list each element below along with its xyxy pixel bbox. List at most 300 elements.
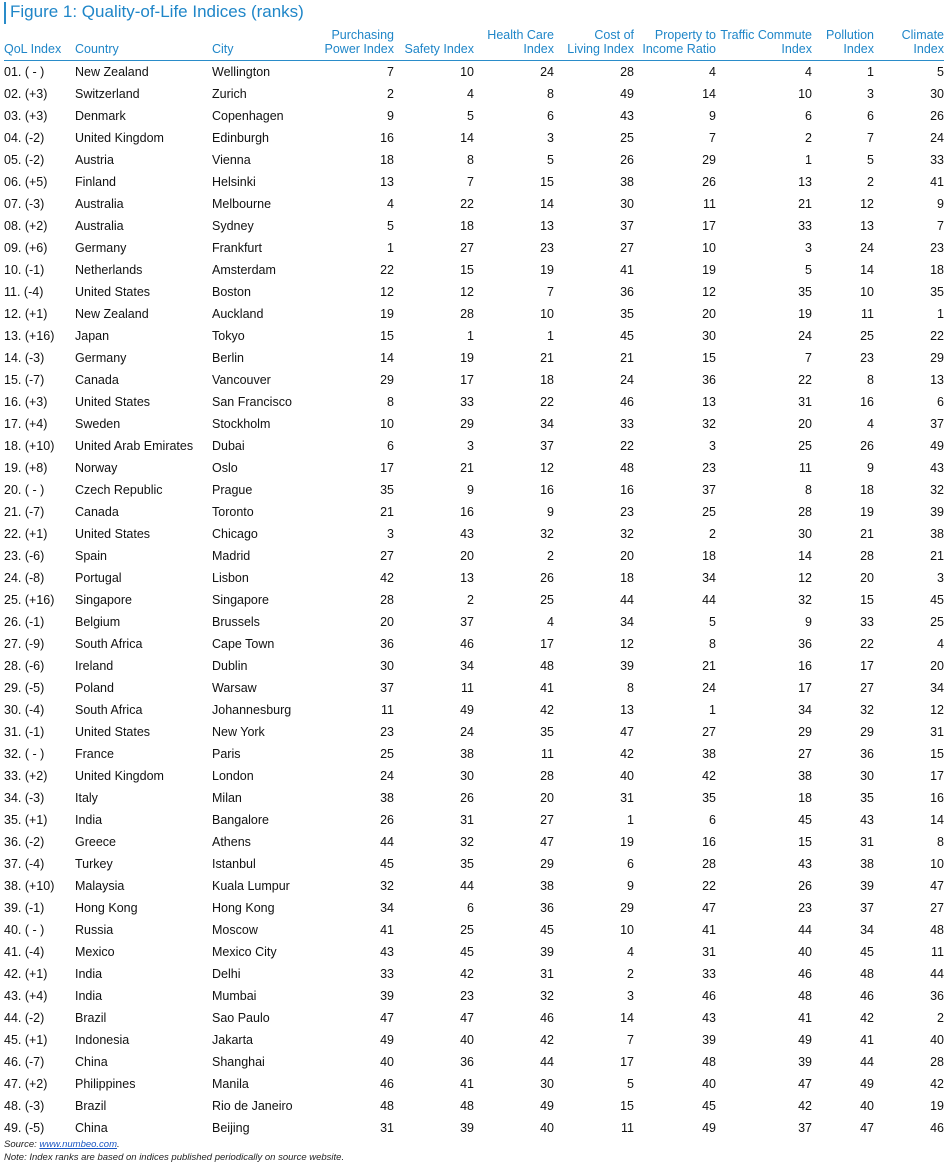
cell-property-income: 18 bbox=[702, 549, 716, 563]
cell-property-income: 17 bbox=[702, 219, 716, 233]
cell-climate: 18 bbox=[930, 263, 944, 277]
cell-cost-of-living: 26 bbox=[620, 153, 634, 167]
cell-qol-index: 48. (-3) bbox=[4, 1099, 45, 1113]
cell-city: Rio de Janeiro bbox=[212, 1099, 293, 1113]
cell-safety: 11 bbox=[461, 681, 474, 695]
cell-cost-of-living: 6 bbox=[627, 857, 634, 871]
table-row bbox=[4, 919, 944, 941]
table-row bbox=[4, 875, 944, 897]
cell-safety: 28 bbox=[460, 307, 474, 321]
cell-city: Bangalore bbox=[212, 813, 269, 827]
cell-pollution: 8 bbox=[867, 373, 874, 387]
table-row bbox=[4, 1007, 944, 1029]
cell-city: Helsinki bbox=[212, 175, 256, 189]
cell-cost-of-living: 9 bbox=[627, 879, 634, 893]
cell-property-income: 42 bbox=[702, 769, 716, 783]
cell-cost-of-living: 21 bbox=[620, 351, 634, 365]
cell-cost-of-living: 18 bbox=[620, 571, 634, 585]
cell-health-care: 35 bbox=[540, 725, 554, 739]
cell-health-care: 24 bbox=[540, 65, 554, 79]
cell-climate: 7 bbox=[937, 219, 944, 233]
cell-purchasing-power: 48 bbox=[380, 1099, 394, 1113]
cell-country: South Africa bbox=[75, 637, 143, 651]
cell-country: Finland bbox=[75, 175, 116, 189]
cell-safety: 33 bbox=[460, 395, 474, 409]
qol-ranks-table bbox=[4, 26, 944, 1139]
cell-climate: 5 bbox=[937, 65, 944, 79]
table-row bbox=[4, 127, 944, 149]
header-health-care: Health Care Index bbox=[487, 28, 554, 56]
cell-qol-index: 46. (-7) bbox=[4, 1055, 45, 1069]
cell-country: Norway bbox=[75, 461, 118, 475]
cell-city: Madrid bbox=[212, 549, 251, 563]
cell-health-care: 47 bbox=[540, 835, 554, 849]
cell-country: United Kingdom bbox=[75, 131, 164, 145]
cell-climate: 17 bbox=[930, 769, 944, 783]
cell-purchasing-power: 5 bbox=[387, 219, 394, 233]
cell-city: Oslo bbox=[212, 461, 238, 475]
cell-property-income: 38 bbox=[702, 747, 716, 761]
cell-qol-index: 30. (-4) bbox=[4, 703, 45, 717]
cell-city: Berlin bbox=[212, 351, 244, 365]
cell-climate: 46 bbox=[930, 1121, 944, 1135]
cell-safety: 14 bbox=[460, 131, 474, 145]
cell-climate: 31 bbox=[930, 725, 944, 739]
cell-country: Singapore bbox=[75, 593, 132, 607]
cell-qol-index: 29. (-5) bbox=[4, 681, 45, 695]
cell-traffic-commute: 13 bbox=[798, 175, 812, 189]
cell-qol-index: 26. (-1) bbox=[4, 615, 45, 629]
cell-city: Dubai bbox=[212, 439, 245, 453]
cell-cost-of-living: 23 bbox=[620, 505, 634, 519]
cell-traffic-commute: 26 bbox=[798, 879, 812, 893]
cell-traffic-commute: 10 bbox=[798, 87, 812, 101]
source-link[interactable]: www.numbeo.com bbox=[39, 1139, 118, 1150]
cell-cost-of-living: 17 bbox=[620, 1055, 634, 1069]
cell-traffic-commute: 3 bbox=[805, 241, 812, 255]
cell-property-income: 3 bbox=[709, 439, 716, 453]
cell-property-income: 20 bbox=[702, 307, 716, 321]
cell-health-care: 20 bbox=[540, 791, 554, 805]
cell-cost-of-living: 44 bbox=[620, 593, 634, 607]
cell-purchasing-power: 16 bbox=[380, 131, 394, 145]
cell-cost-of-living: 31 bbox=[620, 791, 634, 805]
cell-cost-of-living: 45 bbox=[620, 329, 634, 343]
cell-traffic-commute: 29 bbox=[798, 725, 812, 739]
cell-health-care: 40 bbox=[540, 1121, 554, 1135]
cell-city: Paris bbox=[212, 747, 241, 761]
cell-property-income: 12 bbox=[702, 285, 716, 299]
cell-climate: 41 bbox=[930, 175, 944, 189]
cell-cost-of-living: 4 bbox=[627, 945, 634, 959]
cell-traffic-commute: 40 bbox=[798, 945, 812, 959]
cell-country: Poland bbox=[75, 681, 114, 695]
cell-property-income: 28 bbox=[702, 857, 716, 871]
cell-pollution: 49 bbox=[860, 1077, 874, 1091]
cell-country: India bbox=[75, 967, 103, 981]
cell-purchasing-power: 27 bbox=[380, 549, 394, 563]
cell-safety: 35 bbox=[460, 857, 474, 871]
cell-purchasing-power: 34 bbox=[380, 901, 394, 915]
table-row bbox=[4, 215, 944, 237]
cell-country: Australia bbox=[75, 219, 124, 233]
cell-pollution: 29 bbox=[860, 725, 874, 739]
cell-health-care: 19 bbox=[540, 263, 554, 277]
cell-purchasing-power: 23 bbox=[380, 725, 394, 739]
header-pollution: Pollution Index bbox=[826, 28, 874, 56]
cell-climate: 21 bbox=[930, 549, 944, 563]
cell-country: Greece bbox=[75, 835, 116, 849]
cell-qol-index: 34. (-3) bbox=[4, 791, 45, 805]
cell-property-income: 10 bbox=[702, 241, 716, 255]
table-row bbox=[4, 655, 944, 677]
cell-qol-index: 22. (+1) bbox=[4, 527, 48, 541]
cell-pollution: 5 bbox=[867, 153, 874, 167]
table-row bbox=[4, 391, 944, 413]
cell-climate: 32 bbox=[930, 483, 944, 497]
table-row bbox=[4, 1073, 944, 1095]
table-row bbox=[4, 809, 944, 831]
cell-health-care: 23 bbox=[540, 241, 554, 255]
cell-climate: 2 bbox=[937, 1011, 944, 1025]
cell-cost-of-living: 33 bbox=[620, 417, 634, 431]
cell-safety: 45 bbox=[460, 945, 474, 959]
cell-climate: 40 bbox=[930, 1033, 944, 1047]
cell-pollution: 43 bbox=[860, 813, 874, 827]
cell-climate: 14 bbox=[930, 813, 944, 827]
cell-purchasing-power: 26 bbox=[380, 813, 394, 827]
cell-country: Germany bbox=[75, 241, 127, 255]
cell-health-care: 2 bbox=[547, 549, 554, 563]
cell-pollution: 47 bbox=[860, 1121, 874, 1135]
cell-pollution: 12 bbox=[860, 197, 874, 211]
cell-safety: 48 bbox=[460, 1099, 474, 1113]
cell-safety: 17 bbox=[460, 373, 474, 387]
cell-property-income: 24 bbox=[702, 681, 716, 695]
cell-health-care: 9 bbox=[547, 505, 554, 519]
cell-qol-index: 42. (+1) bbox=[4, 967, 48, 981]
cell-pollution: 24 bbox=[860, 241, 874, 255]
cell-qol-index: 11. (-4) bbox=[4, 285, 44, 299]
cell-country: United States bbox=[75, 395, 151, 409]
cell-traffic-commute: 6 bbox=[805, 109, 812, 123]
cell-qol-index: 02. (+3) bbox=[4, 87, 48, 101]
cell-health-care: 15 bbox=[540, 175, 554, 189]
cell-country: Malaysia bbox=[75, 879, 125, 893]
cell-climate: 13 bbox=[930, 373, 944, 387]
table-row bbox=[4, 237, 944, 259]
cell-cost-of-living: 46 bbox=[620, 395, 634, 409]
cell-qol-index: 36. (-2) bbox=[4, 835, 45, 849]
table-row bbox=[4, 369, 944, 391]
cell-health-care: 17 bbox=[540, 637, 554, 651]
header-qol-index: QoL Index bbox=[4, 42, 62, 56]
header-property-income: Property to Income Ratio bbox=[642, 28, 716, 56]
cell-safety: 39 bbox=[460, 1121, 474, 1135]
cell-city: Copenhagen bbox=[212, 109, 284, 123]
cell-health-care: 16 bbox=[540, 483, 554, 497]
cell-safety: 23 bbox=[460, 989, 474, 1003]
cell-property-income: 1 bbox=[709, 703, 716, 717]
cell-country: Hong Kong bbox=[75, 901, 138, 915]
cell-safety: 20 bbox=[460, 549, 474, 563]
cell-safety: 13 bbox=[460, 571, 474, 585]
cell-property-income: 2 bbox=[709, 527, 716, 541]
cell-traffic-commute: 19 bbox=[798, 307, 812, 321]
cell-climate: 22 bbox=[930, 329, 944, 343]
cell-country: Philippines bbox=[75, 1077, 136, 1091]
cell-traffic-commute: 14 bbox=[798, 549, 812, 563]
cell-purchasing-power: 39 bbox=[380, 989, 394, 1003]
cell-traffic-commute: 47 bbox=[798, 1077, 812, 1091]
table-row bbox=[4, 325, 944, 347]
cell-cost-of-living: 8 bbox=[627, 681, 634, 695]
cell-purchasing-power: 41 bbox=[380, 923, 394, 937]
cell-health-care: 31 bbox=[540, 967, 554, 981]
cell-safety: 6 bbox=[467, 901, 474, 915]
cell-country: Portugal bbox=[75, 571, 122, 585]
cell-purchasing-power: 46 bbox=[380, 1077, 394, 1091]
cell-climate: 26 bbox=[930, 109, 944, 123]
cell-purchasing-power: 40 bbox=[380, 1055, 394, 1069]
cell-qol-index: 27. (-9) bbox=[4, 637, 45, 651]
cell-property-income: 23 bbox=[702, 461, 716, 475]
cell-climate: 49 bbox=[930, 439, 944, 453]
cell-safety: 37 bbox=[460, 615, 474, 629]
cell-country: Spain bbox=[75, 549, 107, 563]
table-row bbox=[4, 303, 944, 325]
figure-title: Figure 1: Quality-of-Life Indices (ranks) bbox=[10, 2, 304, 21]
cell-qol-index: 47. (+2) bbox=[4, 1077, 48, 1091]
cell-pollution: 45 bbox=[860, 945, 874, 959]
cell-city: Melbourne bbox=[212, 197, 272, 211]
cell-property-income: 6 bbox=[709, 813, 716, 827]
cell-property-income: 29 bbox=[702, 153, 716, 167]
cell-pollution: 15 bbox=[860, 593, 874, 607]
cell-purchasing-power: 11 bbox=[381, 703, 394, 717]
cell-city: Auckland bbox=[212, 307, 264, 321]
cell-country: France bbox=[75, 747, 114, 761]
cell-safety: 27 bbox=[460, 241, 474, 255]
cell-health-care: 1 bbox=[547, 329, 554, 343]
cell-health-care: 28 bbox=[540, 769, 554, 783]
cell-safety: 25 bbox=[460, 923, 474, 937]
cell-qol-index: 01. ( - ) bbox=[4, 65, 45, 79]
cell-qol-index: 18. (+10) bbox=[4, 439, 55, 453]
cell-qol-index: 38. (+10) bbox=[4, 879, 55, 893]
cell-safety: 30 bbox=[460, 769, 474, 783]
cell-traffic-commute: 17 bbox=[798, 681, 812, 695]
cell-purchasing-power: 42 bbox=[380, 571, 394, 585]
cell-cost-of-living: 41 bbox=[620, 263, 634, 277]
cell-property-income: 31 bbox=[702, 945, 716, 959]
cell-pollution: 17 bbox=[860, 659, 874, 673]
cell-safety: 3 bbox=[467, 439, 474, 453]
cell-country: Austria bbox=[75, 153, 114, 167]
cell-city: Lisbon bbox=[212, 571, 249, 585]
cell-qol-index: 20. ( - ) bbox=[4, 483, 45, 497]
cell-city: Shanghai bbox=[212, 1055, 265, 1069]
cell-purchasing-power: 20 bbox=[380, 615, 394, 629]
cell-traffic-commute: 24 bbox=[798, 329, 812, 343]
header-climate: Climate Index bbox=[901, 28, 944, 56]
cell-property-income: 36 bbox=[702, 373, 716, 387]
cell-cost-of-living: 35 bbox=[620, 307, 634, 321]
cell-health-care: 42 bbox=[540, 1033, 554, 1047]
cell-safety: 41 bbox=[460, 1077, 474, 1091]
cell-city: Hong Kong bbox=[212, 901, 275, 915]
cell-purchasing-power: 15 bbox=[380, 329, 394, 343]
cell-cost-of-living: 22 bbox=[620, 439, 634, 453]
cell-climate: 38 bbox=[930, 527, 944, 541]
cell-pollution: 27 bbox=[860, 681, 874, 695]
cell-climate: 25 bbox=[930, 615, 944, 629]
cell-safety: 43 bbox=[460, 527, 474, 541]
table-row bbox=[4, 105, 944, 127]
header-safety: Safety Index bbox=[404, 42, 474, 56]
cell-health-care: 7 bbox=[547, 285, 554, 299]
cell-qol-index: 07. (-3) bbox=[4, 197, 45, 211]
cell-country: Sweden bbox=[75, 417, 121, 431]
cell-cost-of-living: 28 bbox=[620, 65, 634, 79]
cell-qol-index: 23. (-6) bbox=[4, 549, 45, 563]
table-row bbox=[4, 501, 944, 523]
cell-safety: 16 bbox=[460, 505, 474, 519]
cell-purchasing-power: 18 bbox=[380, 153, 394, 167]
cell-qol-index: 04. (-2) bbox=[4, 131, 45, 145]
cell-property-income: 4 bbox=[709, 65, 716, 79]
cell-city: Milan bbox=[212, 791, 242, 805]
cell-city: Chicago bbox=[212, 527, 258, 541]
table-row bbox=[4, 523, 944, 545]
cell-health-care: 38 bbox=[540, 879, 554, 893]
cell-qol-index: 10. (-1) bbox=[4, 263, 45, 277]
cell-country: Russia bbox=[75, 923, 114, 937]
cell-cost-of-living: 30 bbox=[620, 197, 634, 211]
cell-country: Indonesia bbox=[75, 1033, 130, 1047]
cell-climate: 28 bbox=[930, 1055, 944, 1069]
footer bbox=[4, 1138, 344, 1164]
cell-city: Boston bbox=[212, 285, 251, 299]
cell-country: Czech Republic bbox=[75, 483, 163, 497]
cell-health-care: 4 bbox=[547, 615, 554, 629]
table-row bbox=[4, 677, 944, 699]
cell-city: Johannesburg bbox=[212, 703, 292, 717]
cell-purchasing-power: 21 bbox=[380, 505, 394, 519]
table-row bbox=[4, 941, 944, 963]
cell-safety: 32 bbox=[460, 835, 474, 849]
cell-climate: 44 bbox=[930, 967, 944, 981]
cell-pollution: 26 bbox=[860, 439, 874, 453]
cell-pollution: 33 bbox=[860, 615, 874, 629]
cell-city: Athens bbox=[212, 835, 251, 849]
cell-cost-of-living: 20 bbox=[620, 549, 634, 563]
cell-country: Italy bbox=[75, 791, 98, 805]
cell-health-care: 32 bbox=[540, 527, 554, 541]
cell-safety: 2 bbox=[467, 593, 474, 607]
table-row bbox=[4, 413, 944, 435]
cell-climate: 42 bbox=[930, 1077, 944, 1091]
note-line: Note: Index ranks are based on indices published periodically on source website. bbox=[4, 1152, 345, 1163]
cell-qol-index: 43. (+4) bbox=[4, 989, 48, 1003]
cell-country: China bbox=[75, 1055, 108, 1069]
cell-climate: 45 bbox=[930, 593, 944, 607]
cell-city: Warsaw bbox=[212, 681, 257, 695]
cell-health-care: 11 bbox=[541, 747, 554, 761]
cell-climate: 9 bbox=[937, 197, 944, 211]
cell-health-care: 41 bbox=[540, 681, 554, 695]
cell-cost-of-living: 24 bbox=[620, 373, 634, 387]
cell-property-income: 37 bbox=[702, 483, 716, 497]
cell-traffic-commute: 22 bbox=[798, 373, 812, 387]
cell-traffic-commute: 15 bbox=[798, 835, 812, 849]
cell-qol-index: 49. (-5) bbox=[4, 1121, 45, 1135]
table-row bbox=[4, 1117, 944, 1139]
cell-qol-index: 06. (+5) bbox=[4, 175, 48, 189]
cell-qol-index: 14. (-3) bbox=[4, 351, 45, 365]
cell-property-income: 49 bbox=[702, 1121, 716, 1135]
cell-climate: 43 bbox=[930, 461, 944, 475]
cell-country: India bbox=[75, 989, 103, 1003]
cell-property-income: 44 bbox=[702, 593, 716, 607]
cell-qol-index: 44. (-2) bbox=[4, 1011, 45, 1025]
cell-purchasing-power: 28 bbox=[380, 593, 394, 607]
cell-property-income: 26 bbox=[702, 175, 716, 189]
cell-city: Jakarta bbox=[212, 1033, 253, 1047]
cell-city: Zurich bbox=[212, 87, 247, 101]
cell-cost-of-living: 3 bbox=[627, 989, 634, 1003]
cell-traffic-commute: 16 bbox=[798, 659, 812, 673]
cell-purchasing-power: 38 bbox=[380, 791, 394, 805]
cell-property-income: 9 bbox=[709, 109, 716, 123]
cell-city: Beijing bbox=[212, 1121, 250, 1135]
cell-safety: 34 bbox=[460, 659, 474, 673]
cell-climate: 11 bbox=[931, 945, 944, 959]
cell-qol-index: 09. (+6) bbox=[4, 241, 48, 255]
cell-country: United States bbox=[75, 527, 151, 541]
cell-health-care: 14 bbox=[540, 197, 554, 211]
table-row bbox=[4, 61, 944, 84]
cell-health-care: 18 bbox=[540, 373, 554, 387]
cell-safety: 19 bbox=[460, 351, 474, 365]
cell-safety: 31 bbox=[460, 813, 474, 827]
table-row bbox=[4, 589, 944, 611]
title-bar bbox=[4, 2, 950, 24]
cell-qol-index: 35. (+1) bbox=[4, 813, 48, 827]
cell-cost-of-living: 13 bbox=[620, 703, 634, 717]
cell-country: Brazil bbox=[75, 1099, 107, 1113]
cell-safety: 1 bbox=[467, 329, 474, 343]
cell-safety: 5 bbox=[467, 109, 474, 123]
cell-traffic-commute: 5 bbox=[805, 263, 812, 277]
cell-climate: 20 bbox=[930, 659, 944, 673]
cell-safety: 7 bbox=[467, 175, 474, 189]
cell-climate: 19 bbox=[930, 1099, 944, 1113]
cell-safety: 26 bbox=[460, 791, 474, 805]
cell-health-care: 22 bbox=[540, 395, 554, 409]
cell-property-income: 14 bbox=[702, 87, 716, 101]
cell-purchasing-power: 10 bbox=[380, 417, 394, 431]
cell-traffic-commute: 32 bbox=[798, 593, 812, 607]
table-row bbox=[4, 721, 944, 743]
cell-qol-index: 03. (+3) bbox=[4, 109, 48, 123]
cell-health-care: 3 bbox=[547, 131, 554, 145]
cell-pollution: 9 bbox=[867, 461, 874, 475]
cell-purchasing-power: 3 bbox=[387, 527, 394, 541]
cell-property-income: 33 bbox=[702, 967, 716, 981]
cell-safety: 18 bbox=[460, 219, 474, 233]
cell-safety: 44 bbox=[460, 879, 474, 893]
